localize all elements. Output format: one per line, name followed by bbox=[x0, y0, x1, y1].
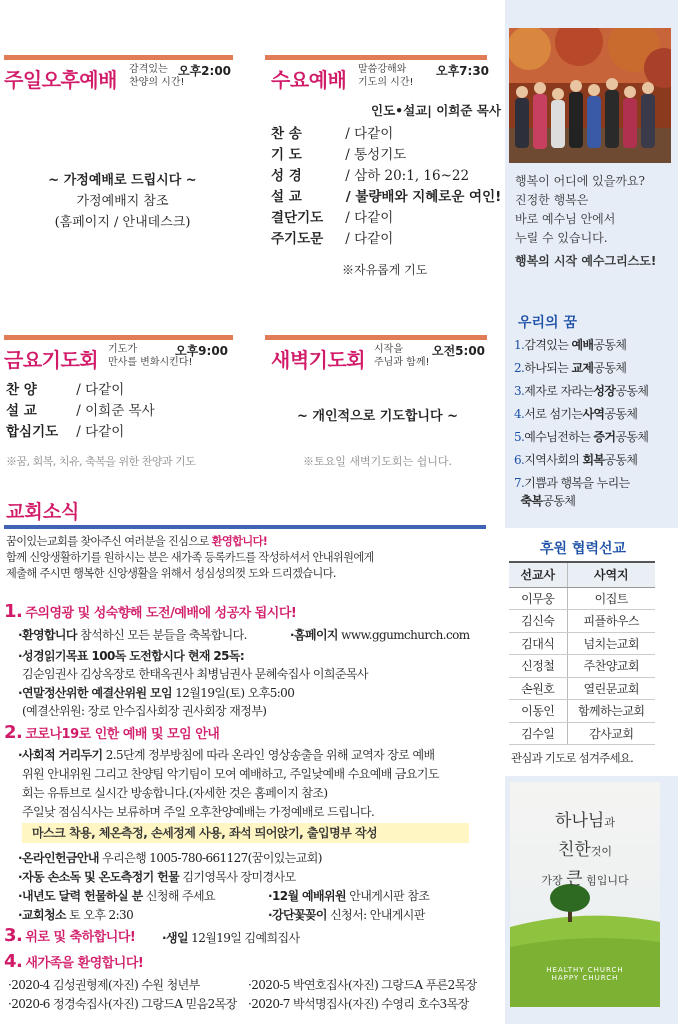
news-intro: 꿈이있는교회를 찾아주신 여러분을 진심으로 환영합니다! 함께 신앙생활하기를 원하시는 분은 새가족 등록카드를 작성하셔서 안내위원에게 제출해 주시면 행복한 신앙생활을 위해서 성심성의껏 도와 드리겠습니다. bbox=[6, 535, 374, 580]
book-cover-image bbox=[510, 782, 660, 1007]
table-row: 김대식 넘치는교회 bbox=[509, 632, 655, 655]
friday-title: 금요기도회 bbox=[4, 348, 99, 372]
news-item: ·연말정산위한 예결산위원 모임 12월19일(토) 오후5:00 bbox=[18, 686, 295, 700]
friday-order bbox=[6, 380, 155, 443]
news-item: ·홈페이지 www.ggumchurch.com bbox=[290, 628, 470, 642]
covid-rules-banner: 마스크 착용, 체온측정, 손세정제 사용, 좌석 띄어앉기, 출입명부 작성 bbox=[22, 823, 469, 843]
book-title: 하나님과 친한것이 가장 큰 힘입니다 bbox=[541, 811, 629, 889]
order-row: 주기도문 / 다같이 bbox=[271, 231, 394, 247]
news-title: 교회소식 bbox=[6, 501, 80, 523]
mission-support bbox=[505, 528, 678, 776]
sunday-time: 오후2:00 bbox=[178, 64, 232, 78]
dawn-time: 오전5:00 bbox=[432, 344, 486, 358]
mission-table bbox=[509, 561, 655, 745]
list-item: 6.지역사회의 회복공동체 bbox=[514, 453, 638, 467]
news-heading-4: 4. 새가족을 환영합니다! bbox=[4, 951, 144, 972]
table-row: 김수일 감사교회 bbox=[509, 722, 655, 745]
news-item: ·교회청소 토 오후 2:30 bbox=[18, 908, 134, 922]
wednesday-subtitle: 말씀강해와 기도의 시간! bbox=[358, 64, 414, 88]
news-item: ·생일 12월19일 김예희집사 bbox=[162, 931, 300, 945]
news-item: ·강단꽃꽂이 신청서: 안내게시판 bbox=[268, 908, 425, 922]
list-item: 4.서로 섬기는사역공동체 bbox=[514, 407, 638, 421]
mission-footer: 관심과 기도로 섬겨주세요. bbox=[511, 751, 633, 765]
table-row: 이동인 함께하는교회 bbox=[509, 700, 655, 723]
new-family-item: ·2020-5 박연호집사(자진) 그랑드A 푸른2목장 bbox=[248, 978, 477, 992]
list-item: 5.예수님전하는 증거공동체 bbox=[514, 430, 649, 444]
section-bar bbox=[4, 55, 233, 60]
order-row: 설 교 / 불량배와 지혜로운 여인! bbox=[271, 189, 502, 205]
order-row: 찬 양 / 다같이 bbox=[6, 382, 125, 398]
friday-subtitle: 기도가 만사를 변화시킨다! bbox=[108, 344, 193, 368]
wednesday-title: 수요예배 bbox=[271, 68, 347, 92]
friday-time: 오후9:00 bbox=[175, 344, 229, 358]
new-family-item: ·2020-7 박석명집사(자진) 수영리 호수3목장 bbox=[248, 997, 469, 1011]
section-bar bbox=[265, 335, 487, 340]
news-item: 위원 안내위원 그리고 찬양팀 악기팀이 모여 예배하고, 주일낮예배 수요예배 금요기도 bbox=[22, 767, 439, 781]
table-header: 선교사 사역지 bbox=[509, 562, 655, 587]
list-item: 3.제자로 자라는성장공동체 bbox=[514, 384, 649, 398]
news-item: ·자동 손소독 및 온도측정기 헌물 김기영목사 장미경사모 bbox=[18, 870, 296, 884]
new-family-item: ·2020-6 정경숙집사(자진) 그랑드A 믿음2목장 bbox=[8, 997, 237, 1011]
friday-note: ※꿈, 회복, 치유, 축복을 위한 찬양과 기도 bbox=[6, 455, 196, 468]
order-row: 결단기도 / 다같이 bbox=[271, 210, 394, 226]
news-heading-3: 3. 위로 및 축하합니다! bbox=[4, 925, 136, 946]
mission-title: 후원 협력선교 bbox=[540, 541, 627, 557]
order-row: 기 도 / 통성기도 bbox=[271, 147, 407, 163]
dawn-title: 새벽기도회 bbox=[271, 348, 366, 372]
table-row: 손원호 열린문교회 bbox=[509, 677, 655, 700]
news-item: ·환영합니다 참석하신 모든 분들을 축복합니다. bbox=[18, 628, 247, 642]
dawn-subtitle: 시작을 주님과 함께! bbox=[374, 344, 430, 368]
news-item: 주일낮 점심식사는 보류하며 주일 오후찬양예배는 가정예배로 드립니다. bbox=[22, 805, 375, 819]
order-row: 설 교 / 이희준 목사 bbox=[6, 403, 155, 419]
list-item: 1.감격있는 예배공동체 bbox=[514, 338, 627, 352]
dawn-info: ~ 개인적으로 기도합니다 ~ bbox=[297, 409, 458, 424]
section-bar bbox=[4, 335, 233, 340]
news-item: ·12월 예배위원 안내게시판 참조 bbox=[268, 889, 430, 903]
news-item: (예결산위원: 장로 안수집사회장 권사회장 재정부) bbox=[22, 704, 267, 718]
wednesday-time: 오후7:30 bbox=[436, 64, 490, 78]
dawn-note: ※토요일 새벽기도회는 쉽니다. bbox=[302, 455, 452, 468]
sunday-subtitle: 감격있는 찬양의 시간! bbox=[129, 64, 185, 88]
happiness-text: 행복이 어디에 있을까요? 진정한 행복은 바로 예수님 안에서 누릴 수 있습니다. 행복의 시작 예수그리스도! bbox=[515, 174, 657, 268]
group-photo bbox=[509, 28, 671, 163]
divider bbox=[4, 525, 486, 529]
sunday-title: 주일오후예배 bbox=[4, 68, 117, 92]
wednesday-leader: 인도•설교| 이희준 목사 bbox=[371, 103, 501, 118]
news-item: ·성경읽기목표 100독 도전합시다 현재 25독: bbox=[18, 649, 245, 663]
table-row: 신정철 주찬양교회 bbox=[509, 655, 655, 678]
news-heading-2: 2. 코로나19로 인한 예배 및 모임 안내 bbox=[4, 722, 220, 743]
table-row: 이무웅 이집트 bbox=[509, 587, 655, 610]
list-item: 7.기쁨과 행복을 누리는 축복공동체 bbox=[514, 476, 630, 508]
wednesday-note: ※자유롭게 기도 bbox=[342, 263, 428, 277]
book-subtitle: HEALTHY CHURCH HAPPY CHURCH bbox=[546, 966, 624, 982]
order-row: 찬 송 / 다같이 bbox=[271, 126, 394, 142]
wednesday-order bbox=[271, 124, 501, 250]
news-heading-1: 1. 주의영광 및 성숙향해 도전/예배에 성공자 됩시다! bbox=[4, 601, 297, 622]
order-row: 합심기도 / 다같이 bbox=[6, 424, 125, 440]
section-bar bbox=[265, 55, 487, 60]
list-item: 2.하나되는 교제공동체 bbox=[514, 361, 627, 375]
news-item: ·온라인헌금안내 우리은행 1005-780-661127(꿈이있는교회) bbox=[18, 851, 322, 865]
sunday-info: ~ 가정예배로 드립시다 ~ 가정예배지 참조 (홈페이지 / 안내데스크) bbox=[48, 173, 197, 230]
news-item: 김순임권사 김상옥장로 한태옥권사 최병님권사 문혜숙집사 이희준목사 bbox=[22, 667, 368, 681]
new-family-item: ·2020-4 김성권형제(자진) 수원 청년부 bbox=[8, 978, 200, 992]
dream-title: 우리의 꿈 bbox=[518, 315, 577, 331]
order-row: 성 경 / 삼하 20:1, 16~22 bbox=[271, 168, 470, 184]
news-item: ·사회적 거리두기 2.5단계 정부방침에 따라 온라인 영상송출을 위해 교역자 장로 예배 bbox=[18, 748, 435, 762]
table-row: 김신숙 피플하우스 bbox=[509, 610, 655, 633]
news-item: 회는 유튜브로 실시간 방송합니다.(자세한 것은 홈페이지 참조) bbox=[22, 786, 328, 800]
dream-list bbox=[514, 336, 676, 514]
news-item: ·내년도 달력 헌물하실 분 신청해 주세요 bbox=[18, 889, 216, 903]
